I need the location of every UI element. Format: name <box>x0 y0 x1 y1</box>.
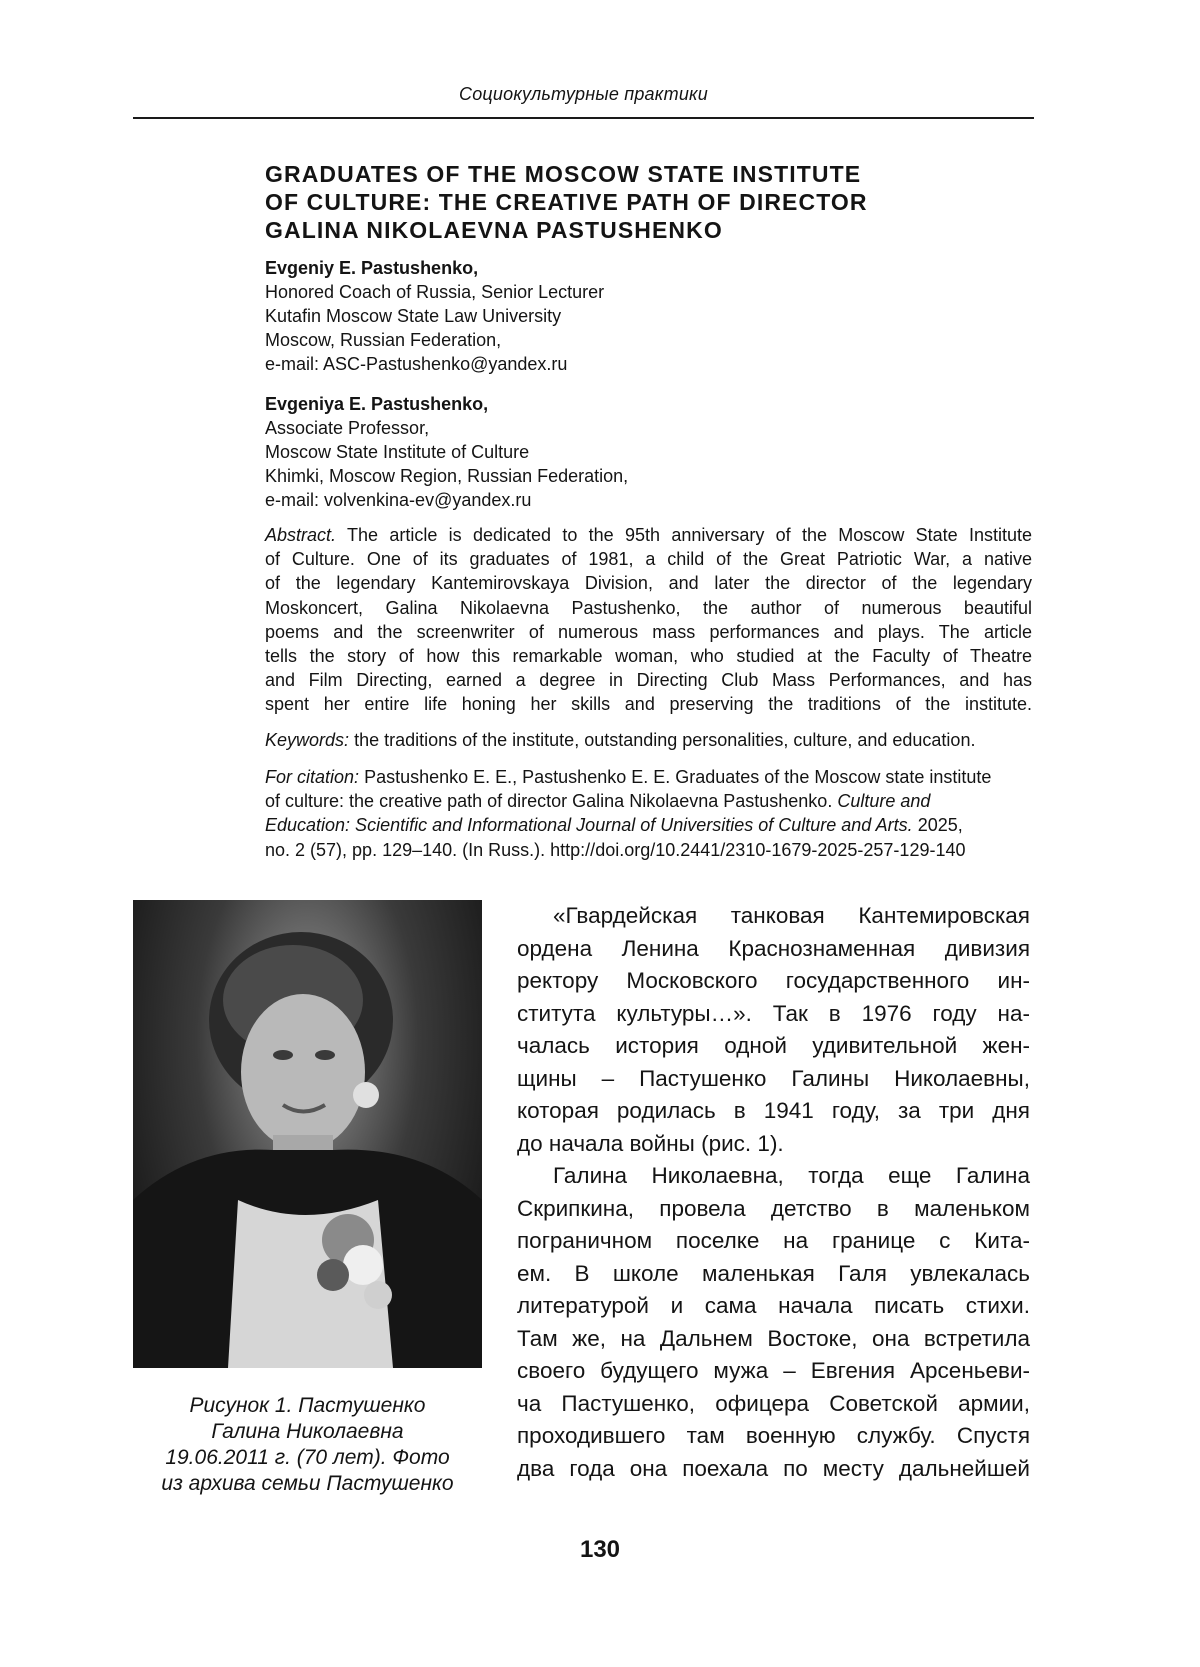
author-location: Moscow, Russian Federation, <box>265 330 502 350</box>
caption-line: из архива семьи Пастушенко <box>161 1472 454 1495</box>
abstract-line: of Culture. One of its graduates of 1981, a child of the Great Patriotic War, a native <box>265 549 1032 570</box>
author-affiliation: Kutafin Moscow State Law University <box>265 306 562 326</box>
figure-caption <box>133 1393 482 1497</box>
article-title <box>265 160 1045 244</box>
citation-label: For citation: <box>265 767 360 787</box>
author-affiliation: Moscow State Institute of Culture <box>265 442 530 462</box>
caption-line: Галина Николаевна <box>211 1420 404 1443</box>
abstract-line: tells the story of how this remarkable woman, who studied at the Faculty of Theatre <box>265 646 1032 667</box>
caption-line: Рисунок 1. Пастушенко <box>189 1394 426 1417</box>
body-line: «Гвардейская танковая Кантемировская <box>553 903 1030 928</box>
title-line: OF CULTURE: THE CREATIVE PATH OF DIRECTOR <box>265 189 868 215</box>
body-line: ститута культуры…». Так в 1976 году на- <box>517 1000 1030 1026</box>
abstract <box>265 523 1032 717</box>
journal-name: Culture and <box>837 791 931 812</box>
body-line: литературой и сама начала писать стихи. <box>517 1293 1030 1318</box>
body-line: ордена Ленина Краснознаменная дивизия <box>517 935 1030 961</box>
body-line: Там же, на Дальнем Востоке, она встретила <box>517 1325 1030 1351</box>
citation-line: For citation: Pastushenko E. E., Pastushenko E. E. Graduates of the Moscow state institute <box>265 767 992 787</box>
keywords-text: the traditions of the institute, outstanding personalities, culture, and education. <box>354 730 976 750</box>
body-line: ча Пастушенко, офицера Советской армии, <box>517 1390 1030 1416</box>
body-line: щины – Пастушенко Галины Николаевны, <box>517 1065 1030 1091</box>
abstract-line: Moskoncert, Galina Nikolaevna Pastushenko, the author of numerous beautiful <box>265 597 1032 618</box>
abstract-line: of the legendary Kantemirovskaya Division, and later the director of the legendary <box>265 573 1032 594</box>
caption-line: 19.06.2011 г. (70 лет). Фото <box>165 1446 450 1469</box>
journal-name: Education: Scientific and Informational Journal of Universities of Culture and Arts. <box>265 815 913 836</box>
body-line: которая родилась в 1941 году, за три дня <box>517 1098 1030 1123</box>
abstract-line: poems and the screenwriter of numerous mass performances and plays. The article <box>265 621 1032 642</box>
running-head: Социокультурные практики <box>459 84 708 104</box>
author-name: Evgeniya E. Pastushenko, <box>265 394 489 414</box>
page-number: 130 <box>579 1536 621 1563</box>
body-line: Галина Николаевна, тогда еще Галина <box>553 1163 1030 1188</box>
body-line: проходившего там военную службу. Спустя <box>517 1423 1030 1448</box>
header-rule <box>133 117 1034 119</box>
abstract-label: Abstract. <box>265 525 337 545</box>
portrait-illustration <box>133 900 482 1368</box>
citation-line: of culture: the creative path of director Galina Nikolaevna Pastushenko. Culture and <box>265 791 931 812</box>
citation-doi-line: no. 2 (57), pp. 129–140. (In Russ.). http://doi.org/10.2441/2310-1679-2025-257-129-140 <box>265 839 966 860</box>
body-line: до начала войны (рис. 1). <box>517 1130 784 1156</box>
portrait-photo <box>133 900 482 1368</box>
author-email: e-mail: ASC-Pastushenko@yandex.ru <box>265 354 568 374</box>
body-line: Скрипкина, провела детство в маленьком <box>517 1195 1030 1221</box>
title-line: GALINA NIKOLAEVNA PASTUSHENKO <box>265 217 723 243</box>
body-line: ректору Московского государственного ин- <box>517 968 1030 993</box>
body-line: чалась история одной удивительной жен- <box>517 1033 1030 1058</box>
title-line: GRADUATES OF THE MOSCOW STATE INSTITUTE <box>265 161 862 187</box>
keywords <box>265 728 1032 752</box>
author-block-2 <box>265 392 628 512</box>
keywords-label: Keywords: <box>265 730 350 750</box>
author-location: Khimki, Moscow Region, Russian Federation, <box>265 466 629 486</box>
author-name: Evgeniy E. Pastushenko, <box>265 258 479 278</box>
citation <box>265 765 1032 862</box>
author-position: Honored Coach of Russia, Senior Lecturer <box>265 282 605 302</box>
abstract-line: spent her entire life honing her skills and preserving the traditions of the institute. <box>265 694 1032 715</box>
author-block-1 <box>265 256 604 376</box>
abstract-line: and Film Directing, earned a degree in Directing Club Mass Performances, and has <box>265 670 1032 691</box>
body-line: своего будущего мужа – Евгения Арсеньеви- <box>517 1358 1030 1383</box>
body-text <box>517 900 1030 1485</box>
citation-line: Education: Scientific and Informational Journal of Universities of Culture and Arts. 2025, <box>265 815 963 836</box>
body-line: два года она поехала по месту дальнейшей <box>517 1455 1030 1481</box>
body-line: ем. В школе маленькая Галя увлекалась <box>517 1260 1030 1286</box>
author-email: e-mail: volvenkina-ev@yandex.ru <box>265 490 532 510</box>
author-position: Associate Professor, <box>265 418 430 438</box>
abstract-line: Abstract. The article is dedicated to the 95th anniversary of the Moscow State Institute <box>265 525 1032 545</box>
body-line: пограничном поселке на границе с Кита- <box>517 1228 1030 1253</box>
